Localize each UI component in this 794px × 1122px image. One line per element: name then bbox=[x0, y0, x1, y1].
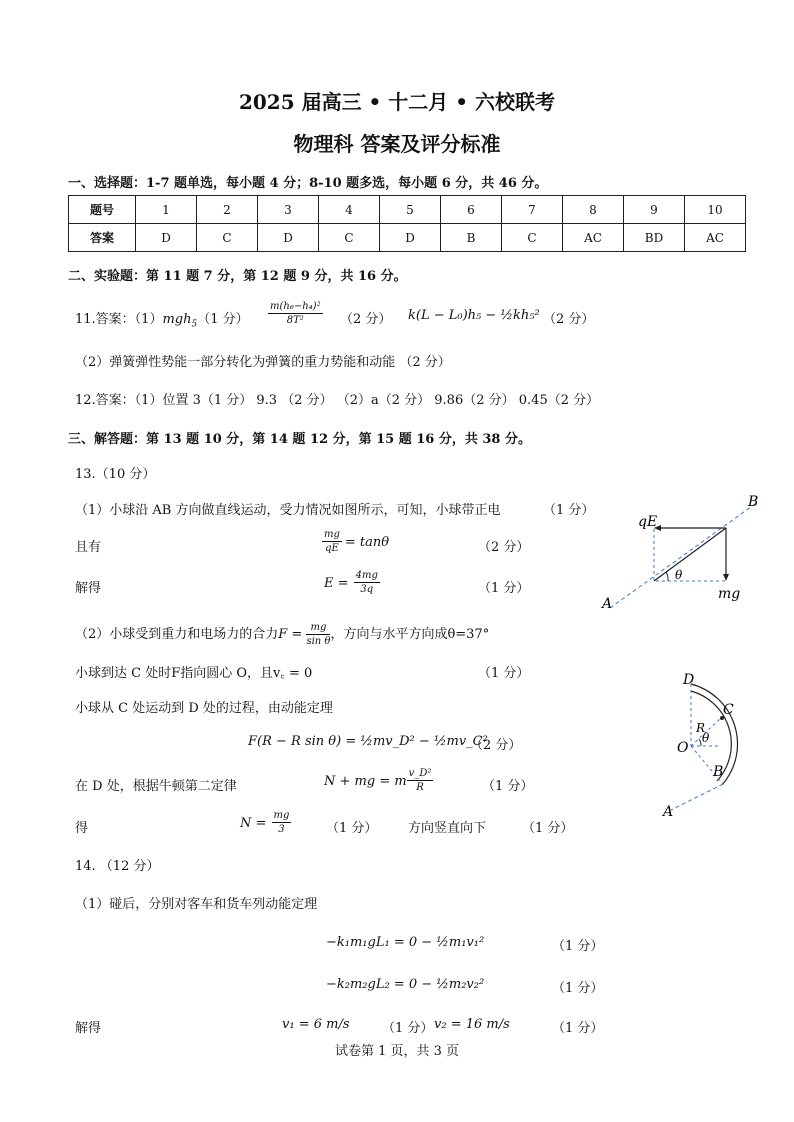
incoming-path bbox=[671, 784, 723, 810]
q11-expr1: mgh bbox=[162, 312, 192, 327]
answer-cell: D bbox=[258, 224, 319, 252]
q13-l8-lhs: N + mg = m bbox=[324, 774, 407, 789]
q13-line6: 小球从 C 处运动到 D 处的过程，由动能定理 bbox=[75, 701, 333, 716]
q13-line4 bbox=[75, 621, 489, 648]
answer-cell: D bbox=[136, 224, 197, 252]
q14-eq1-points: （1 分） bbox=[552, 939, 604, 954]
label-c: C bbox=[723, 702, 734, 718]
q13-l9-num: mg bbox=[273, 810, 290, 821]
label-mg: mg bbox=[718, 586, 741, 602]
q13-l3-lhs: E = bbox=[324, 576, 349, 591]
label-theta: θ bbox=[675, 568, 683, 582]
q14-v1-points: （1 分） bbox=[382, 1021, 434, 1036]
q14-eq1: −k₁m₁gL₁ = 0 − ½m₁v₁² bbox=[326, 935, 485, 950]
q13-l9-den: 3 bbox=[278, 824, 285, 835]
q11-part2: （2）弹簧弹性势能一部分转化为弹簧的重力势能和动能 （2 分） bbox=[75, 355, 451, 370]
q11-answer bbox=[75, 308, 249, 330]
q13-line9-eq bbox=[240, 809, 291, 836]
label-b: B bbox=[713, 764, 724, 780]
q13-line3-points: （1 分） bbox=[478, 581, 530, 596]
answer-table bbox=[68, 195, 746, 252]
question-number: 3 bbox=[258, 196, 319, 224]
label-qe: qE bbox=[638, 514, 658, 530]
q13-line7-points: （2 分） bbox=[470, 738, 522, 753]
angle-arc bbox=[666, 572, 668, 581]
q13-line7: F(R − R sin θ) = ½mv_D² − ½mv_C² bbox=[248, 734, 488, 749]
q13-l4-den: sin θ bbox=[306, 636, 331, 647]
q14-line4-label: 解得 bbox=[75, 1021, 102, 1036]
q13-line9-label: 得 bbox=[75, 821, 89, 836]
question-number: 4 bbox=[319, 196, 380, 224]
q13-line9-points: （1 分） bbox=[326, 821, 378, 836]
question-number: 10 bbox=[685, 196, 746, 224]
question-number: 9 bbox=[624, 196, 685, 224]
q12-answer: 12.答案：（1）位置 3（1 分） 9.3 （2 分） （2）a（2 分） 9.86（2 分） 0.45（2 分） bbox=[75, 393, 600, 408]
answer-cell: AC bbox=[685, 224, 746, 252]
q13-line3-label: 解得 bbox=[75, 581, 102, 596]
q14-label: 14. （12 分） bbox=[75, 859, 160, 874]
section3-heading: 三、解答题：第 13 题 10 分，第 14 题 12 分，第 15 题 16 分，共 38 分。 bbox=[68, 432, 531, 447]
q13-line9-direction: 方向竖直向下 bbox=[408, 821, 487, 836]
answer-cell: D bbox=[380, 224, 441, 252]
label-o: O bbox=[677, 740, 689, 756]
q11-pts3: （2 分） bbox=[543, 312, 595, 327]
question-number: 8 bbox=[563, 196, 624, 224]
answer-cell: C bbox=[197, 224, 258, 252]
label-theta: θ bbox=[702, 731, 710, 745]
q13-line8-eq bbox=[324, 767, 433, 794]
q14-line1: （1）碰后，分别对客车和货车列动能定理 bbox=[75, 897, 318, 912]
q11-frac-num: m(h₆−h₄)² bbox=[270, 301, 321, 312]
q11-prefix: 11.答案：（1） bbox=[75, 312, 163, 327]
q11-fraction bbox=[268, 300, 323, 327]
label-a: A bbox=[663, 804, 674, 817]
section2-heading: 二、实验题：第 11 题 7 分，第 12 题 9 分，共 16 分。 bbox=[68, 269, 407, 284]
q13-l2-num: mg bbox=[324, 529, 340, 540]
q11-pts2: （2 分） bbox=[340, 312, 392, 327]
label-b: B bbox=[748, 494, 759, 510]
q13-line1-points: （1 分） bbox=[543, 503, 595, 518]
row-label-answer: 答案 bbox=[69, 224, 136, 252]
q13-l8-num: v_D² bbox=[408, 768, 432, 779]
q14-v2: v₂ = 16 m/s bbox=[434, 1017, 510, 1032]
angle-arc bbox=[699, 739, 701, 746]
q13-l3-den: 3q bbox=[360, 584, 374, 595]
answer-cell: B bbox=[441, 224, 502, 252]
row-label-question: 题号 bbox=[69, 196, 136, 224]
page-footer: 试卷第 1 页，共 3 页 bbox=[334, 1044, 460, 1059]
page-title: 2025 届高三 • 十二月 • 六校联考 bbox=[238, 90, 556, 114]
q13-l4-lhs: F = bbox=[278, 627, 303, 642]
section1-heading: 一、选择题：1-7 题单选，每小题 4 分；8-10 题多选，每小题 6 分，共 46 分。 bbox=[68, 176, 548, 191]
question-number: 5 bbox=[380, 196, 441, 224]
question-number: 6 bbox=[441, 196, 502, 224]
label-d: D bbox=[683, 672, 695, 688]
q13-l4-a: （2）小球受到重力和电场力的合力 bbox=[75, 627, 279, 642]
label-a: A bbox=[602, 596, 613, 612]
q13-line1: （1）小球沿 AB 方向做直线运动，受力情况如图所示，可知，小球带正电 bbox=[75, 503, 501, 518]
question-number: 7 bbox=[502, 196, 563, 224]
q13-line2-label: 且有 bbox=[75, 540, 102, 555]
q13-l4-num: mg bbox=[306, 621, 330, 635]
q13-line2-points: （2 分） bbox=[478, 540, 530, 555]
question-number: 1 bbox=[136, 196, 197, 224]
force-diagram bbox=[590, 490, 780, 620]
q11-frac-den: 8T² bbox=[286, 315, 304, 326]
q13-label: 13.（10 分） bbox=[75, 467, 156, 482]
q13-l3-num: 4mg bbox=[355, 570, 378, 581]
q11-pts1: （1 分） bbox=[197, 312, 249, 327]
q14-v1: v₁ = 6 m/s bbox=[282, 1017, 350, 1032]
q13-line5: 小球到达 C 处时F指向圆心 O，且v꜀ = 0 bbox=[75, 666, 313, 681]
q14-eq2-points: （1 分） bbox=[552, 981, 604, 996]
q13-l2-den: qE bbox=[325, 543, 339, 554]
q11-sub1: 5 bbox=[191, 319, 198, 330]
label-r: R bbox=[696, 721, 706, 735]
q13-l4-b: ，方向与水平方向成θ=37° bbox=[330, 627, 490, 642]
q13-line3-eq bbox=[324, 569, 380, 596]
resultant-force bbox=[654, 528, 726, 581]
q13-l2-rest: = tanθ bbox=[344, 535, 390, 550]
q11-expr3: k(L − L₀)h₅ − ½kh₅² bbox=[408, 308, 540, 323]
q13-line2-eq bbox=[322, 528, 389, 555]
circle-track-diagram bbox=[655, 672, 765, 817]
answer-cell: BD bbox=[624, 224, 685, 252]
q13-line8-label: 在 D 处，根据牛顿第二定律 bbox=[75, 779, 237, 794]
answer-cell: AC bbox=[563, 224, 624, 252]
q13-line5-points: （1 分） bbox=[478, 666, 530, 681]
answer-cell: C bbox=[319, 224, 380, 252]
question-number: 2 bbox=[197, 196, 258, 224]
answer-cell: C bbox=[502, 224, 563, 252]
answer-row bbox=[69, 224, 746, 252]
gravity-arrowhead bbox=[723, 574, 729, 581]
page-subtitle: 物理科 答案及评分标准 bbox=[293, 132, 501, 156]
q13-line8-points: （1 分） bbox=[482, 779, 534, 794]
q14-eq2: −k₂m₂gL₂ = 0 − ½m₂v₂² bbox=[326, 977, 485, 992]
q14-v2-points: （1 分） bbox=[552, 1021, 604, 1036]
q13-l8-den: R bbox=[416, 782, 424, 793]
q13-line9-points2: （1 分） bbox=[522, 821, 574, 836]
q13-l9-lhs: N = bbox=[240, 816, 267, 831]
question-row bbox=[69, 196, 746, 224]
